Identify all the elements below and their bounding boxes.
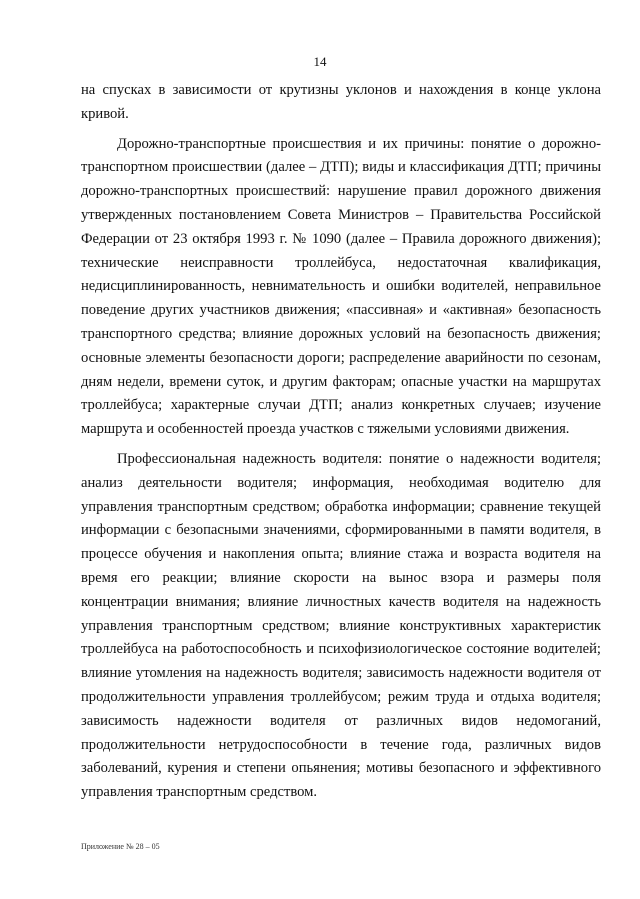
document-body [81,79,601,811]
footer-note: Приложение № 28 – 05 [81,842,160,851]
paragraph-driver-reliability: Профессиональная надежность водителя: понятие о надежности водителя; анализ деятельности водителя; информация, необходимая водителю для управления транспортным средством; обработка информации; сравнение текущей информации с безопасными значениями, сформированными в памяти водителя, в процессе обучения и накопления опыта; влияние стажа и возраста водителя на время его реакции; влияние скорости на вынос взора и размеры поля концентрации внимания; влияние личностных качеств водителя на надежность управления транспортным средством; влияние конструктивных характеристик троллейбуса на работоспособность и психофизиологическое состояние водителей; влияние утомления на надежность водителя; зависимость надежности водителя от продолжительности управления троллейбусом; режим труда и отдыха водителя; зависимость надежности водителя от различных видов недомоганий, продолжительности нетрудоспособности в течение года, различных видов заболеваний, курения и степени опьянения; мотивы безопасного и эффективного управления транспортным средством. [81,450,601,801]
paragraph-road-accidents: Дорожно-транспортные происшествия и их причины: понятие о дорожно-транспортном происшествии (далее – ДТП); виды и классификация ДТП; причины дорожно-транспортных происшествий: нарушение правил дорожного движения утвержденных постановлением Совета Министров – Правительства Российской Федерации от 23 октября 1993 г. № 1090 (далее – Правила дорожного движения); технические неисправности троллейбуса, недостаточная квалификация, недисциплинированность, невнимательность и ошибки водителей, неправильное поведение других участников движения; «пассивная» и «активная» безопасность транспортного средства; влияние дорожных условий на безопасность движения; основные элементы безопасности дороги; распределение аварийности по сезонам, дням недели, времени суток, и другим факторам; опасные участки на маршрутах троллейбуса; характерные случаи ДТП; анализ конкретных случаев; изучение маршрута и особенностей проезда участков с тяжелыми условиями движения. [81,135,601,438]
page-number: 14 [313,54,327,69]
paragraph-continuation: на спусках в зависимости от крутизны уклонов и нахождения в конце уклона кривой. [81,82,601,122]
